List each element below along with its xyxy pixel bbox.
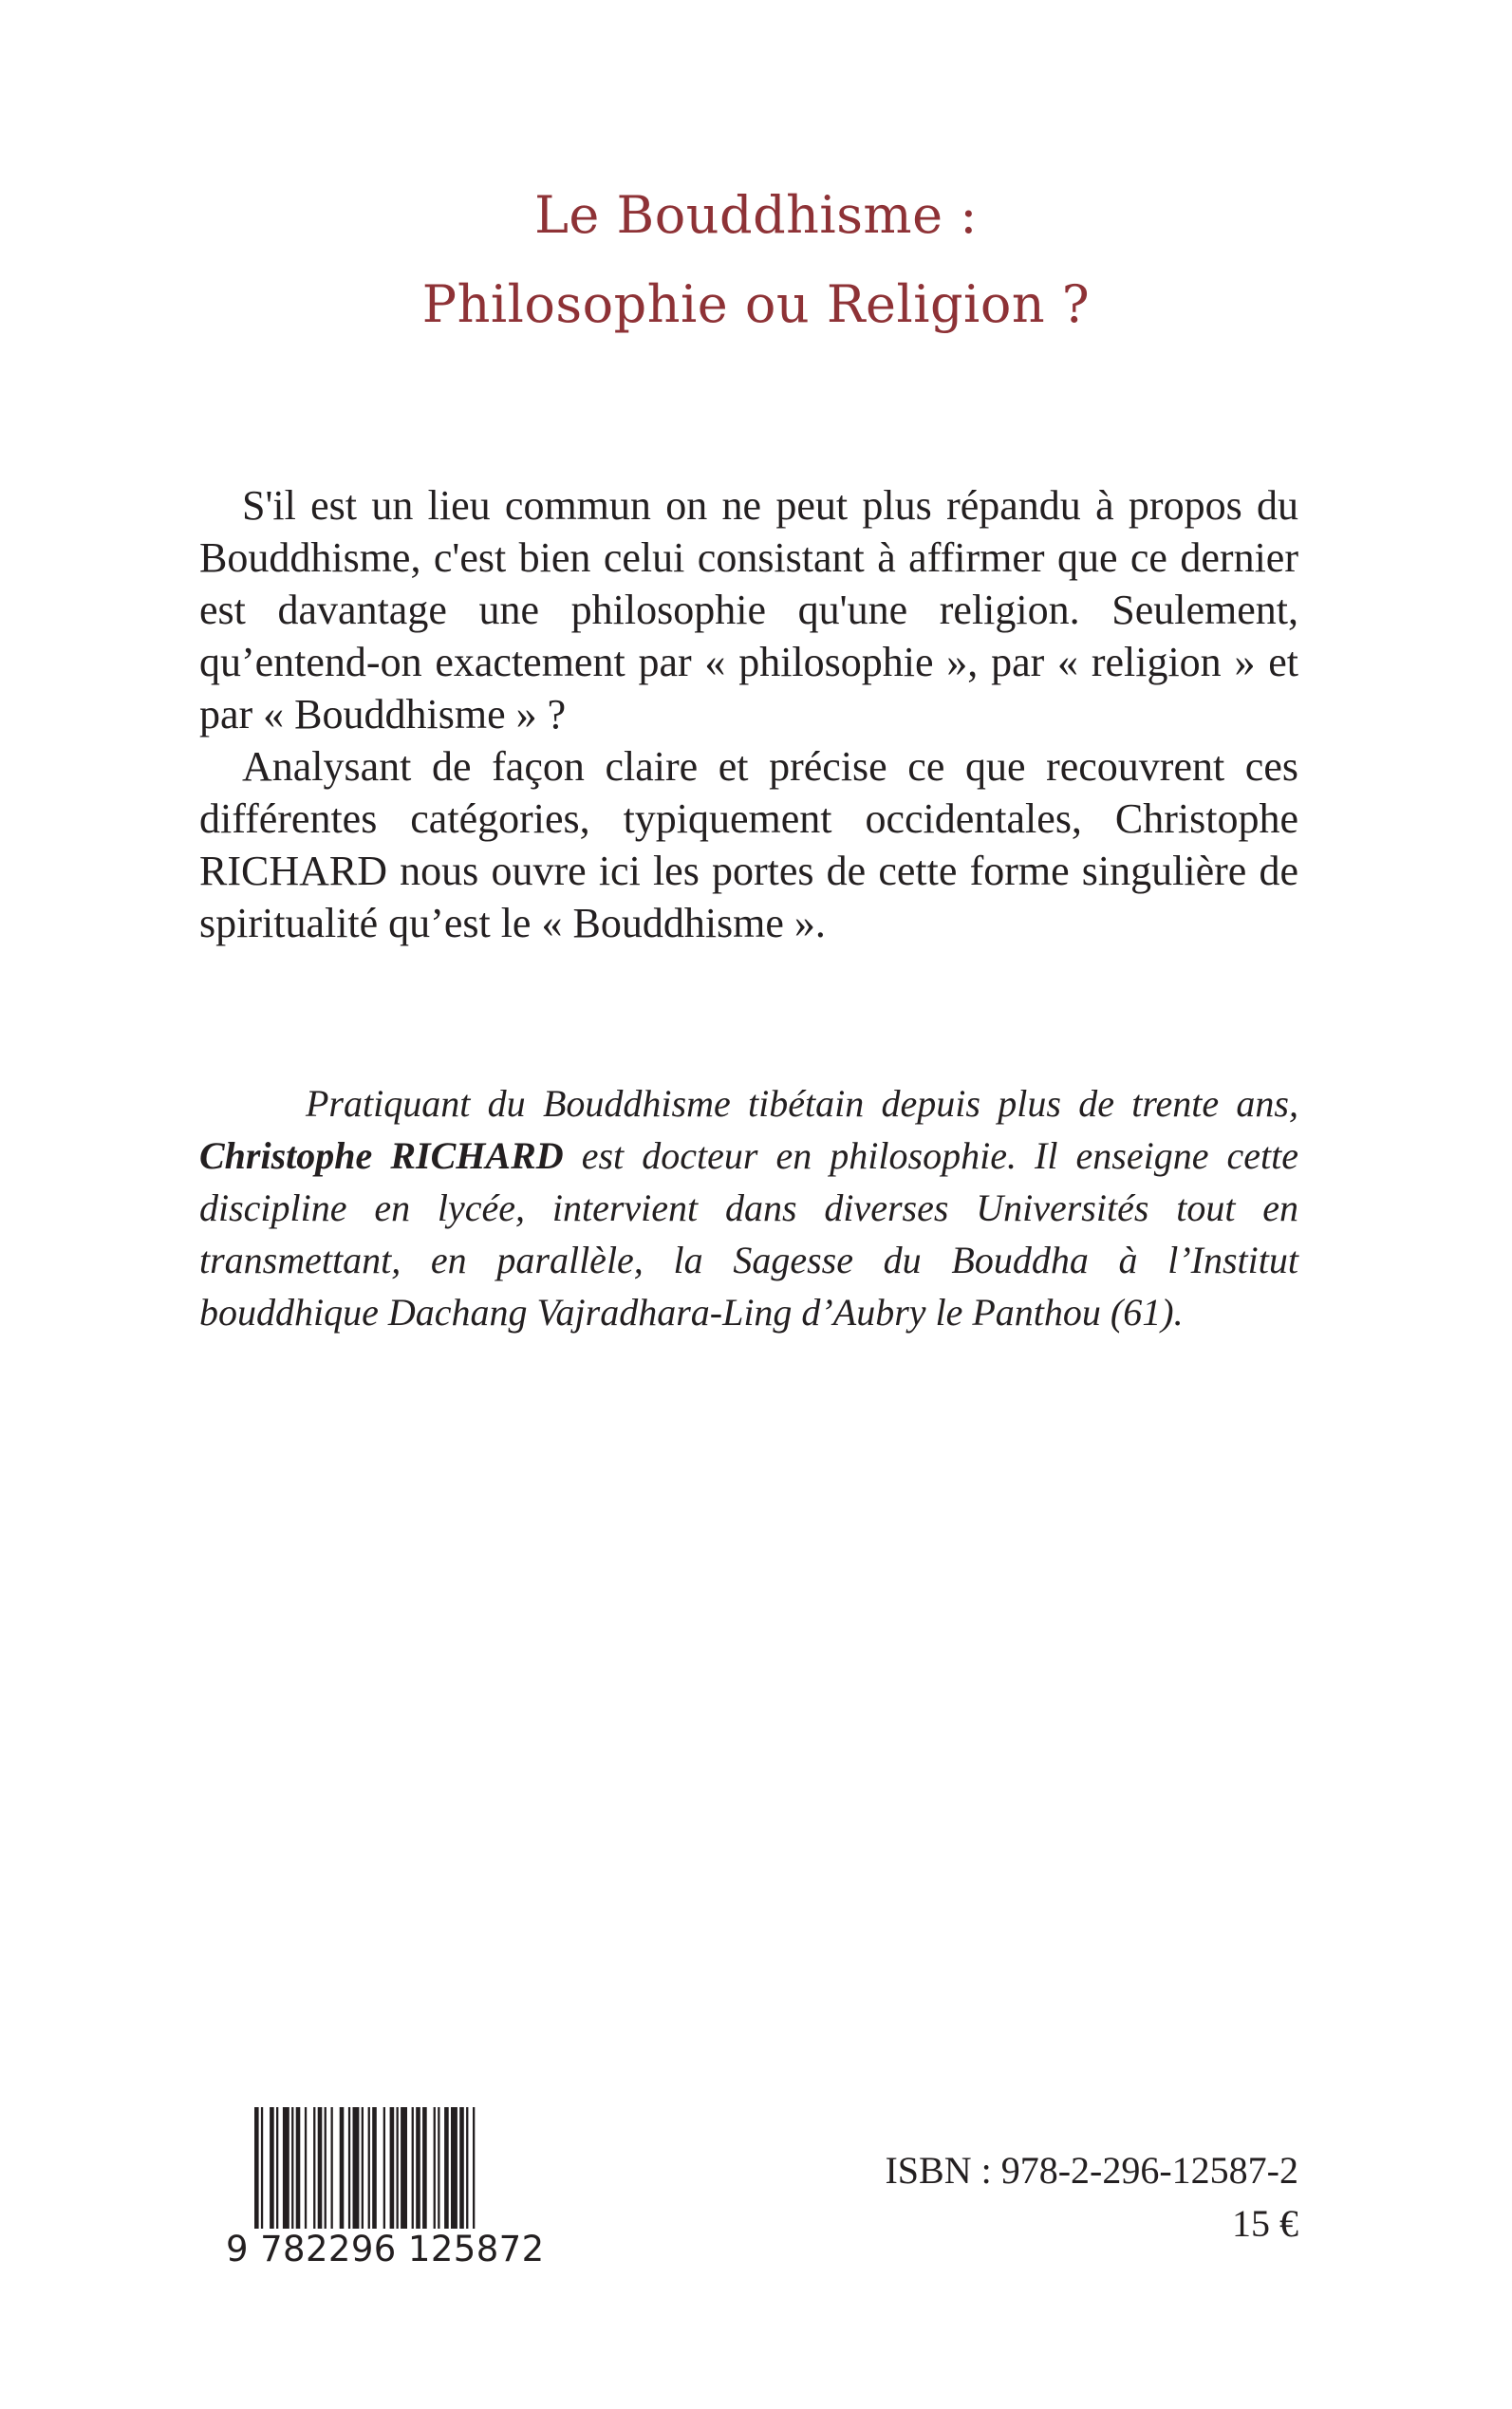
barcode-bar xyxy=(331,2107,333,2229)
barcode-bar xyxy=(434,2107,436,2229)
barcode-bar xyxy=(296,2107,301,2229)
author-bio-paragraph xyxy=(199,1077,1298,1338)
barcode-bar xyxy=(444,2107,449,2229)
barcode-bars xyxy=(226,2107,587,2234)
barcode-bar xyxy=(466,2107,468,2229)
barcode-bar xyxy=(362,2107,364,2229)
barcode-bar xyxy=(459,2107,464,2229)
barcode-bar xyxy=(313,2107,315,2229)
barcode-bar xyxy=(397,2107,399,2229)
barcode-bar xyxy=(372,2107,377,2229)
barcode-bar xyxy=(261,2107,263,2229)
barcode-bar xyxy=(291,2107,293,2229)
barcode-bar xyxy=(340,2107,345,2229)
barcode-bar xyxy=(325,2107,327,2229)
barcode-bar xyxy=(305,2107,307,2229)
barcode-bar xyxy=(353,2107,360,2229)
barcode-bar xyxy=(422,2107,427,2229)
barcode-bar xyxy=(473,2107,475,2229)
barcode-bar xyxy=(348,2107,350,2229)
barcode-bar xyxy=(451,2107,457,2229)
barcode-bar xyxy=(412,2107,414,2229)
barcode-bar xyxy=(283,2107,289,2229)
barcode-bar xyxy=(270,2107,274,2229)
book-title xyxy=(0,171,1512,349)
barcode-digits: 9 782296 125872 xyxy=(226,2229,545,2269)
barcode xyxy=(226,2107,587,2269)
book-title-line-1: Le Bouddhisme : xyxy=(534,185,978,245)
author-bio-rest: est docteur en philosophie. Il enseigne cette discipline en lycée, intervient dans diverses Universités tout en transmettant, en parallèle, la Sagesse du Bouddha à l’Institut bouddhique Dachang Vajradhara-Ling d’Aubry le Panthou (61). xyxy=(199,1134,1299,1334)
barcode-bar xyxy=(383,2107,385,2229)
isbn: ISBN : 978-2-296-12587-2 xyxy=(885,2149,1298,2192)
barcode-bar xyxy=(390,2107,395,2229)
author-bio xyxy=(199,1077,1298,1338)
author-bio-intro: Pratiquant du Bouddhisme tibétain depuis plus de trente ans, xyxy=(306,1082,1298,1125)
author-name: Christophe RICHARD xyxy=(199,1134,564,1177)
barcode-bar xyxy=(276,2107,278,2229)
barcode-bar xyxy=(438,2107,439,2229)
summary-paragraph-1: S'il est un lieu commun on ne peut plus répandu à propos du Bouddhisme, c'est bien celui consistant à affirmer que ce dernier est davantage une philosophie qu'une religion. Seulement, qu’entend-on exactement par « philosophie », par « religion » et par « Bouddhisme » ? xyxy=(199,482,1298,738)
book-summary xyxy=(199,479,1298,949)
barcode-bar xyxy=(254,2107,259,2229)
price: 15 € xyxy=(1232,2202,1298,2245)
summary-paragraph-2: Analysant de façon claire et précise ce que recouvrent ces différentes catégories, typiquement occidentales, Christophe RICHARD nous ouvre ici les portes de cette forme singulière de spiritualité qu’est le « Bouddhisme ». xyxy=(199,743,1298,946)
barcode-bar xyxy=(318,2107,323,2229)
barcode-bar xyxy=(368,2107,370,2229)
book-title-line-2: Philosophie ou Religion ? xyxy=(421,274,1091,334)
barcode-bar xyxy=(416,2107,420,2229)
barcode-bar xyxy=(401,2107,407,2229)
